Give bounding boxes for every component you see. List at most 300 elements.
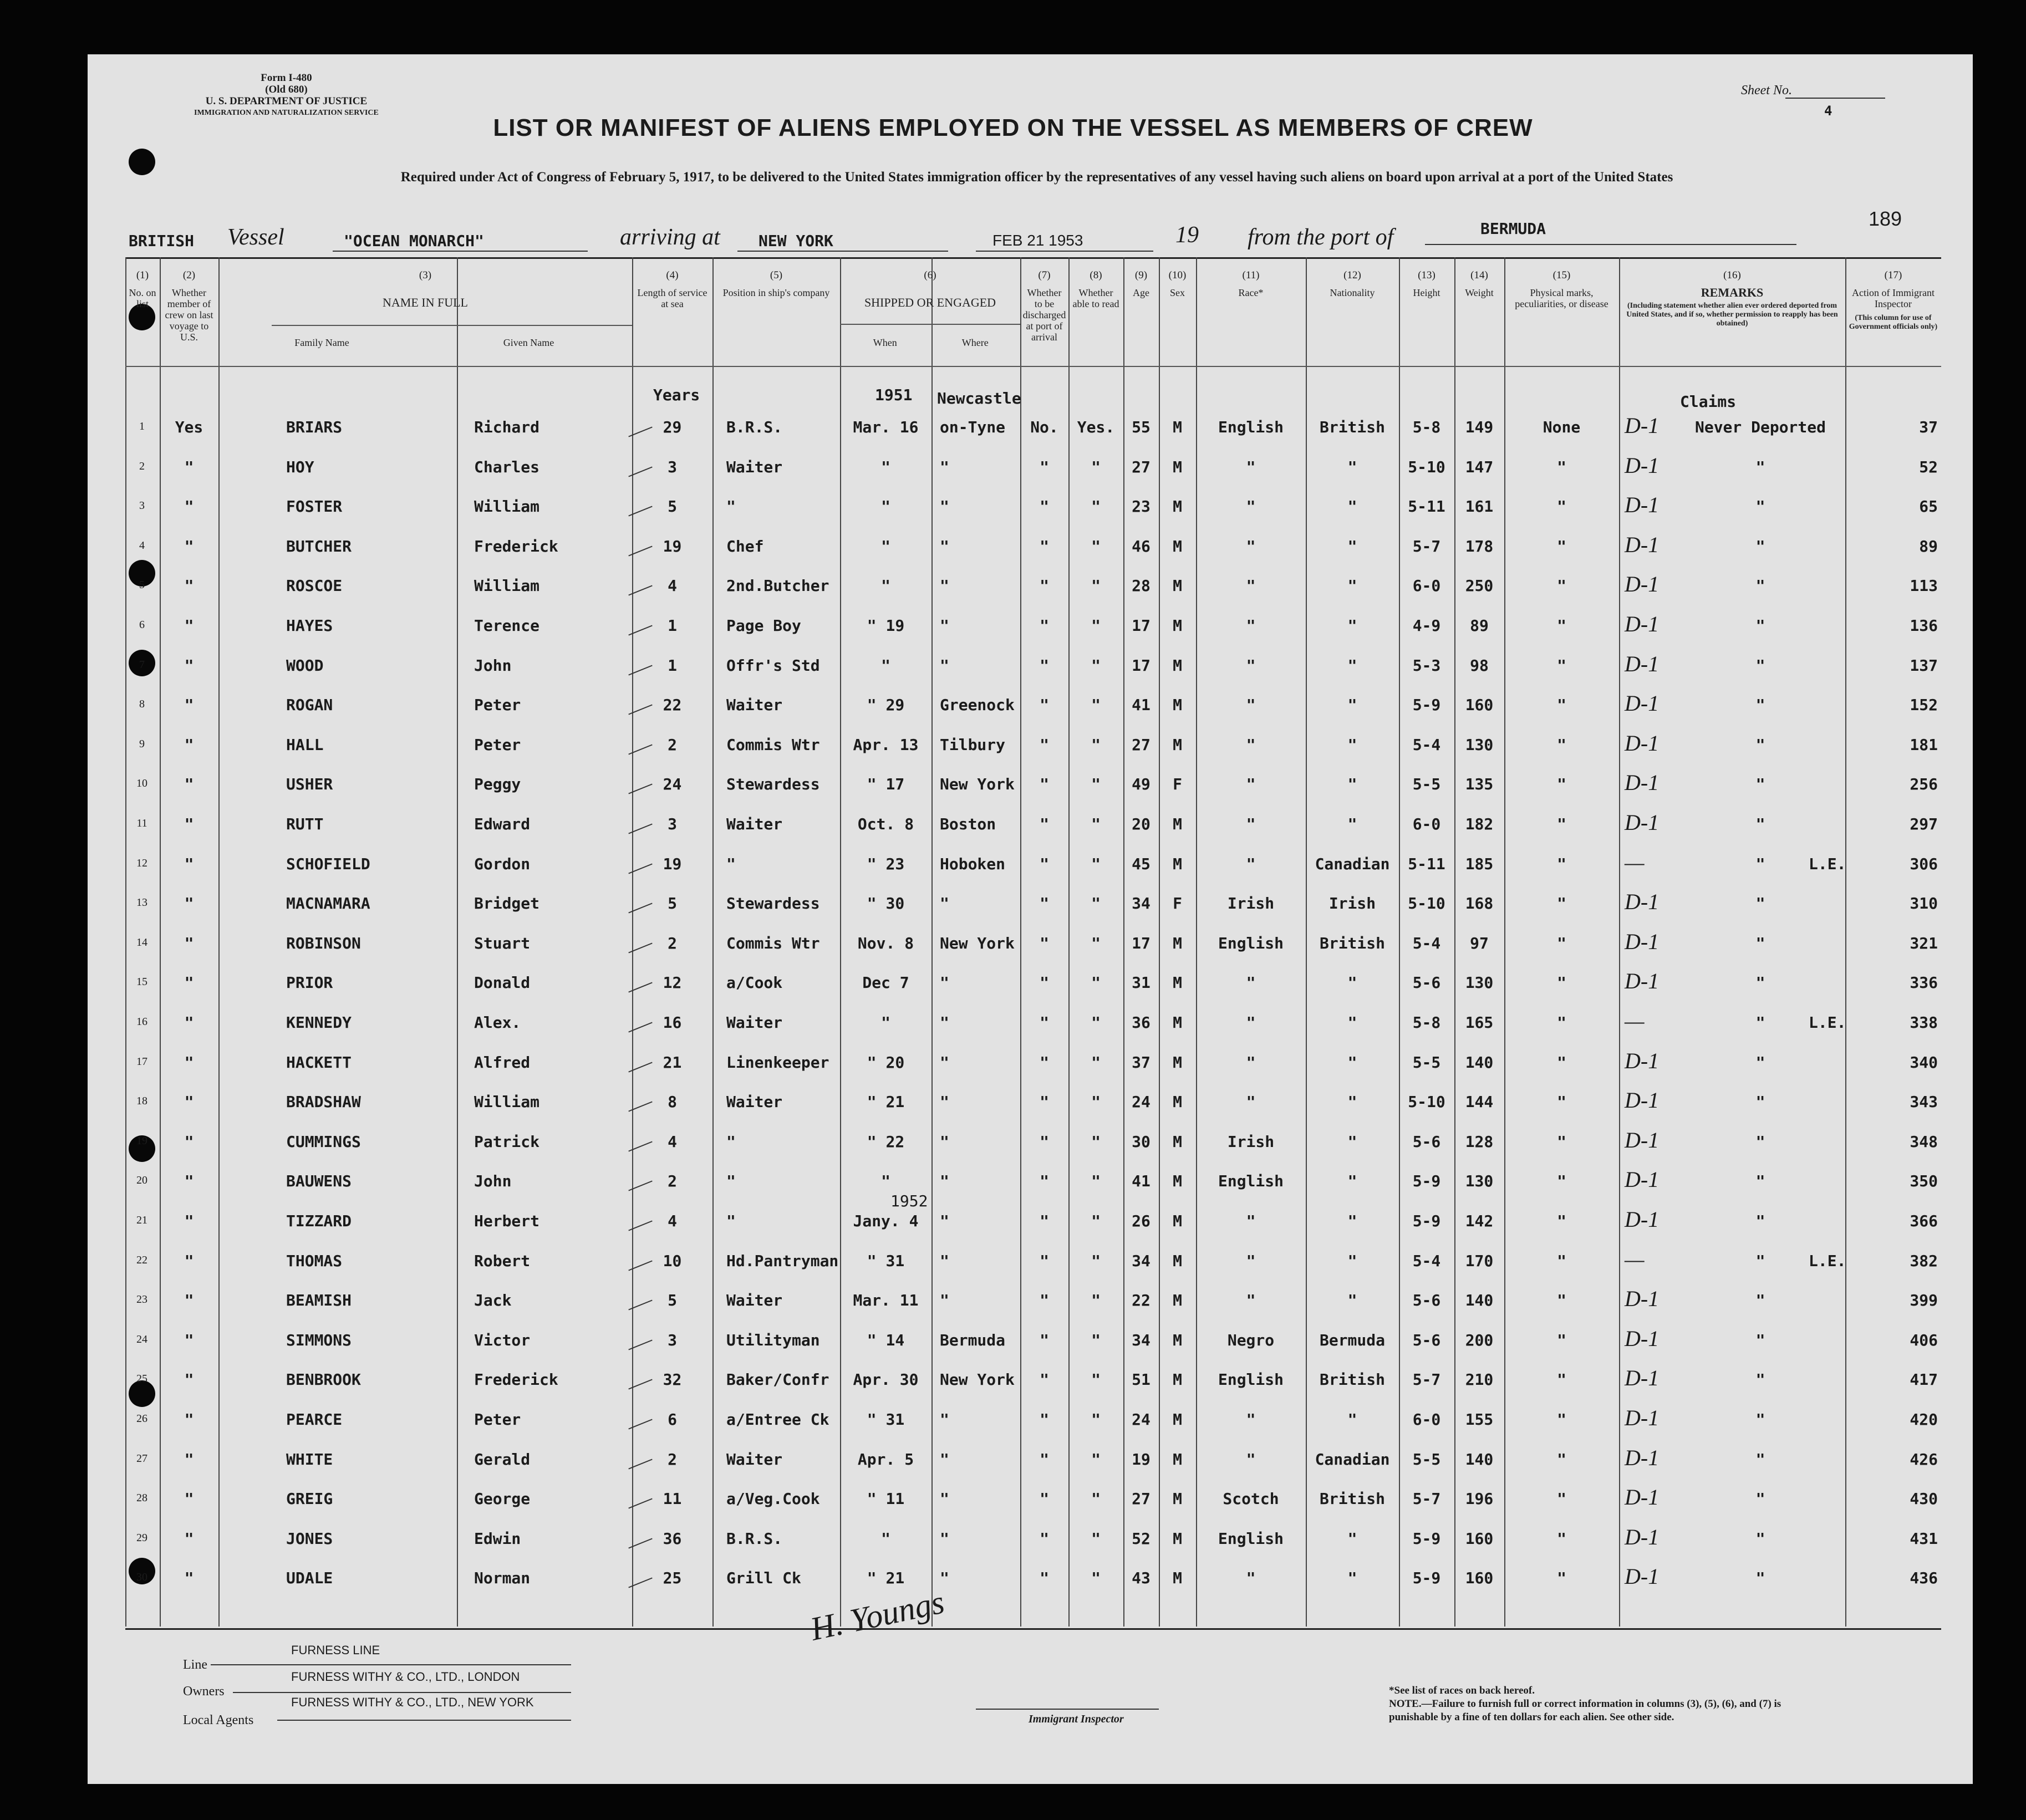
cell-nat: "	[1347, 577, 1357, 595]
cell-age: 49	[1132, 775, 1151, 794]
cell-read: "	[1091, 457, 1101, 476]
claims-note: Claims	[1680, 392, 1737, 411]
column-header: No. on list	[129, 287, 156, 309]
cell-race: "	[1246, 735, 1256, 754]
cell-given: Herbert	[474, 1212, 540, 1230]
row-number: 26	[136, 1413, 147, 1425]
cell-position: Waiter	[726, 1450, 783, 1469]
cell-when: Apr. 30	[853, 1370, 919, 1389]
column-header: SHIPPED OR ENGAGED	[864, 295, 996, 309]
cell-read: "	[1091, 1172, 1101, 1191]
cell-ref: 348	[1910, 1132, 1938, 1151]
cell-sex: M	[1173, 457, 1182, 476]
cell-given: John	[474, 656, 512, 675]
cell-nat: "	[1347, 537, 1357, 555]
column-number: (9)	[1134, 269, 1148, 281]
cell-service: 11	[663, 1490, 682, 1508]
cell-remarks: "	[1755, 577, 1765, 595]
cell-last: "	[184, 537, 194, 555]
cell-given: Patrick	[474, 1132, 540, 1151]
cell-weight: 168	[1465, 894, 1494, 913]
cell-last: "	[184, 1450, 194, 1469]
cell-marks: "	[1557, 1529, 1566, 1548]
cell-position: Waiter	[726, 696, 783, 715]
handwritten-mark: —	[1625, 849, 1645, 875]
cell-remarks: "	[1755, 815, 1765, 833]
handwritten-mark: D-1	[1625, 413, 1660, 438]
cell-family: BENBROOK	[286, 1370, 361, 1389]
row-number: 29	[136, 1531, 147, 1544]
handwritten-mark: D-1	[1625, 1048, 1660, 1073]
cell-when: Mar. 11	[853, 1291, 919, 1310]
cell-service: 22	[663, 696, 682, 715]
handwritten-mark: D-1	[1625, 730, 1660, 756]
cell-where: Greenock	[940, 696, 1015, 715]
column-header: NAME IN FULL	[383, 295, 468, 309]
cell-last: "	[184, 1053, 194, 1072]
cell-position: Waiter	[726, 1093, 783, 1112]
row-number: 2	[139, 460, 145, 472]
cell-age: 55	[1132, 418, 1151, 436]
cell-service: 4	[668, 577, 677, 595]
cell-where: "	[940, 537, 949, 555]
cell-service: 25	[663, 1569, 682, 1588]
cell-when: Apr. 13	[853, 735, 919, 754]
cell-marks: "	[1557, 1053, 1566, 1072]
cell-position: Baker/Confr	[726, 1370, 829, 1389]
cell-service: 19	[663, 854, 682, 873]
cell-given: Frederick	[474, 1370, 558, 1389]
cell-height: 5-11	[1408, 854, 1445, 873]
column-number: (4)	[666, 269, 679, 281]
cell-service: 5	[668, 1291, 677, 1310]
cell-height: 5-5	[1412, 775, 1441, 794]
cell-read: "	[1091, 1291, 1101, 1310]
cell-marks: "	[1557, 854, 1566, 873]
cell-position: "	[726, 497, 736, 516]
cell-when: " 31	[867, 1251, 905, 1270]
cell-disch: "	[1040, 577, 1049, 595]
sheet-number-value: 4	[1824, 103, 1832, 119]
cell-family: HAYES	[286, 616, 333, 635]
cell-when: " 19	[867, 616, 905, 635]
inspector-label: Immigrant Inspector	[1029, 1713, 1124, 1725]
cell-position: Grill Ck	[726, 1569, 801, 1588]
cell-nat: "	[1347, 616, 1357, 635]
cell-family: SIMMONS	[286, 1330, 352, 1349]
cell-sex: M	[1173, 1410, 1182, 1429]
cell-position: 2nd.Butcher	[726, 577, 829, 595]
cell-nat: "	[1347, 1569, 1357, 1588]
line-underline	[211, 1664, 571, 1665]
handwritten-mark: D-1	[1625, 1445, 1660, 1470]
form-old-number: (Old 680)	[265, 84, 308, 95]
cell-sex: M	[1173, 1529, 1182, 1548]
column-number: (13)	[1418, 269, 1435, 281]
cell-age: 27	[1132, 1490, 1151, 1508]
cell-sex: M	[1173, 1132, 1182, 1151]
cell-height: 5-4	[1412, 1251, 1441, 1270]
cell-height: 4-9	[1412, 616, 1441, 635]
cell-race: "	[1246, 775, 1256, 794]
cell-height: 5-9	[1412, 696, 1441, 715]
cell-race: "	[1246, 1212, 1256, 1230]
cell-age: 27	[1132, 735, 1151, 754]
row-number: 8	[139, 698, 145, 711]
column-divider	[457, 257, 458, 1627]
cell-race: English	[1218, 1529, 1284, 1548]
cell-weight: 140	[1465, 1450, 1494, 1469]
cell-age: 22	[1132, 1291, 1151, 1310]
row-number: 18	[136, 1095, 147, 1108]
cell-sex: F	[1173, 894, 1182, 913]
cell-where: "	[940, 616, 949, 635]
cell-given: Alfred	[474, 1053, 531, 1072]
cell-weight: 89	[1470, 616, 1489, 635]
owners-underline	[233, 1692, 571, 1693]
cell-when: "	[881, 1172, 890, 1191]
cell-marks: "	[1557, 1013, 1566, 1032]
cell-position: Waiter	[726, 1013, 783, 1032]
cell-action: L.E.	[1809, 1251, 1846, 1270]
cell-when: "	[881, 1529, 890, 1548]
cell-where: "	[940, 1529, 949, 1548]
row-number: 14	[136, 936, 147, 949]
handwritten-mark: —	[1625, 1246, 1645, 1272]
cell-remarks: "	[1755, 894, 1765, 913]
cell-when: " 11	[867, 1490, 905, 1508]
handwritten-mark: D-1	[1625, 1405, 1660, 1430]
cell-given: Gerald	[474, 1450, 531, 1469]
cell-position: "	[726, 1172, 736, 1191]
cell-given: George	[474, 1490, 531, 1508]
cell-position: Chef	[726, 537, 764, 555]
cell-weight: 160	[1465, 1529, 1494, 1548]
cell-ref: 136	[1910, 616, 1938, 635]
cell-sex: M	[1173, 1490, 1182, 1508]
cell-last: "	[184, 1291, 194, 1310]
row-number: 16	[136, 1016, 147, 1028]
cell-family: HACKETT	[286, 1053, 352, 1072]
cell-service: 29	[663, 418, 682, 436]
cell-service: 2	[668, 934, 677, 952]
cell-service: 8	[668, 1093, 677, 1112]
cell-race: Irish	[1227, 1132, 1275, 1151]
cell-height: 5-5	[1412, 1450, 1441, 1469]
cell-marks: "	[1557, 1251, 1566, 1270]
line-value: FURNESS LINE	[291, 1643, 380, 1657]
cell-race: "	[1246, 656, 1256, 675]
handwritten-mark: D-1	[1625, 691, 1660, 716]
cell-position: Waiter	[726, 1291, 783, 1310]
cell-age: 23	[1132, 497, 1151, 516]
cell-nat: "	[1347, 1172, 1357, 1191]
handwritten-mark: D-1	[1625, 1127, 1660, 1153]
cell-service: 12	[663, 973, 682, 992]
cell-race: Negro	[1227, 1330, 1275, 1349]
cell-weight: 210	[1465, 1370, 1494, 1389]
cell-position: "	[726, 1132, 736, 1151]
cell-nat: "	[1347, 1410, 1357, 1429]
cell-where: "	[940, 1013, 949, 1032]
cell-family: WOOD	[286, 656, 324, 675]
cell-sex: M	[1173, 973, 1182, 992]
cell-where: "	[940, 1569, 949, 1588]
document-title: LIST OR MANIFEST OF ALIENS EMPLOYED ON THE VESSEL AS MEMBERS OF CREW	[493, 114, 1533, 141]
cell-read: "	[1091, 1490, 1101, 1508]
cell-last: Yes	[175, 418, 203, 436]
cell-sex: M	[1173, 1291, 1182, 1310]
handwritten-mark: D-1	[1625, 770, 1660, 796]
cell-remarks: "	[1755, 537, 1765, 555]
cell-ref: 306	[1910, 854, 1938, 873]
handwritten-mark: D-1	[1625, 1485, 1660, 1510]
cell-position: B.R.S.	[726, 1529, 783, 1548]
cell-read: "	[1091, 1569, 1101, 1588]
cell-sex: M	[1173, 854, 1182, 873]
cell-service: 2	[668, 1172, 677, 1191]
column-number: (1)	[136, 269, 149, 281]
cell-weight: 165	[1465, 1013, 1494, 1032]
cell-when: Jany. 4	[853, 1212, 919, 1230]
cell-read: "	[1091, 934, 1101, 952]
cell-disch: "	[1040, 1410, 1049, 1429]
column-header: Position in ship's company	[722, 287, 830, 298]
cell-remarks: "	[1755, 1132, 1765, 1151]
cell-ref: 65	[1919, 497, 1938, 516]
cell-where: Hoboken	[940, 854, 1006, 873]
cell-height: 5-10	[1408, 457, 1445, 476]
cell-weight: 182	[1465, 815, 1494, 833]
cell-service: 2	[668, 1450, 677, 1469]
cell-race: "	[1246, 854, 1256, 873]
column-number: (3)	[419, 269, 432, 281]
cell-position: "	[726, 854, 736, 873]
arrival-date: FEB 21 1953	[992, 232, 1083, 249]
cell-weight: 160	[1465, 1569, 1494, 1588]
row-number: 22	[136, 1253, 147, 1266]
cell-nat: "	[1347, 815, 1357, 833]
cell-read: "	[1091, 616, 1101, 635]
cell-nat: "	[1347, 1251, 1357, 1270]
cell-ref: 426	[1910, 1450, 1938, 1469]
cell-nat: Canadian	[1315, 1450, 1390, 1469]
column-number: (16)	[1723, 269, 1741, 281]
cell-marks: "	[1557, 537, 1566, 555]
cell-disch: "	[1040, 1569, 1049, 1588]
cell-where: "	[940, 1410, 949, 1429]
date-underline	[976, 251, 1153, 252]
cell-last: "	[184, 1132, 194, 1151]
cell-family: THOMAS	[286, 1251, 343, 1270]
penalty-note: NOTE.—Failure to furnish full or correct information in columns (3), (5), (6), and (7) is punishable by a fine of ten dollars for each alien. See other side.	[1389, 1698, 1781, 1723]
cell-age: 45	[1132, 854, 1151, 873]
cell-given: Victor	[474, 1330, 531, 1349]
cell-nat: British	[1319, 418, 1385, 436]
column-number: (6)	[924, 269, 936, 281]
cell-where: "	[940, 1450, 949, 1469]
cell-when: " 23	[867, 854, 905, 873]
cell-race: "	[1246, 1251, 1256, 1270]
cell-disch: "	[1040, 735, 1049, 754]
cell-last: "	[184, 894, 194, 913]
handwritten-mark: D-1	[1625, 492, 1660, 518]
cell-ref: 436	[1910, 1569, 1938, 1588]
cell-sex: M	[1173, 1212, 1182, 1230]
cell-nat: "	[1347, 497, 1357, 516]
cell-given: Peter	[474, 1410, 521, 1429]
cell-position: Stewardess	[726, 775, 820, 794]
cell-service: 1	[668, 656, 677, 675]
column-subheader: Given Name	[503, 337, 554, 348]
cell-nat: British	[1319, 934, 1385, 952]
cell-age: 41	[1132, 1172, 1151, 1191]
cell-when: " 31	[867, 1410, 905, 1429]
cell-marks: "	[1557, 696, 1566, 715]
cell-ref: 336	[1910, 973, 1938, 992]
cell-when: Nov. 8	[857, 934, 914, 952]
row-number: 12	[136, 857, 147, 869]
owners-value: FURNESS WITHY & CO., LTD., LONDON	[291, 1670, 520, 1684]
cell-race: "	[1246, 497, 1256, 516]
cell-ref: 431	[1910, 1529, 1938, 1548]
column-header: Height	[1413, 287, 1440, 298]
cell-read: "	[1091, 1410, 1101, 1429]
vessel-label: Vessel	[227, 225, 284, 250]
cell-remarks: "	[1755, 1529, 1765, 1548]
cell-position: a/Veg.Cook	[726, 1490, 820, 1508]
cell-action: L.E.	[1809, 1013, 1846, 1032]
cell-where: Boston	[940, 815, 996, 833]
cell-read: "	[1091, 497, 1101, 516]
cell-height: 5-7	[1412, 1370, 1441, 1389]
cell-weight: 160	[1465, 696, 1494, 715]
cell-last: "	[184, 656, 194, 675]
cell-disch: "	[1040, 1013, 1049, 1032]
cell-marks: "	[1557, 1330, 1566, 1349]
cell-family: PEARCE	[286, 1410, 343, 1429]
cell-marks: "	[1557, 1291, 1566, 1310]
cell-read: "	[1091, 537, 1101, 555]
column-number: (10)	[1168, 269, 1187, 281]
cell-family: BRADSHAW	[286, 1093, 361, 1112]
cell-height: 5-10	[1408, 894, 1445, 913]
cell-position: Hd.Pantryman	[726, 1251, 839, 1270]
cell-disch: "	[1040, 1053, 1049, 1072]
cell-ref: 321	[1910, 934, 1938, 952]
cell-ref: 420	[1910, 1410, 1938, 1429]
cell-family: BEAMISH	[286, 1291, 352, 1310]
cell-when: " 22	[867, 1132, 905, 1151]
cell-weight: 155	[1465, 1410, 1494, 1429]
handwritten-mark: D-1	[1625, 1524, 1660, 1549]
cell-where: "	[940, 497, 949, 516]
cell-where: "	[940, 894, 949, 913]
cell-given: William	[474, 497, 540, 516]
cell-remarks: "	[1755, 497, 1765, 516]
cell-sex: M	[1173, 1013, 1182, 1032]
column-number: (12)	[1343, 269, 1361, 281]
year-1952-note: 1952	[890, 1192, 928, 1210]
cell-nat: "	[1347, 457, 1357, 476]
cell-weight: 144	[1465, 1093, 1494, 1112]
cell-race: "	[1246, 1013, 1256, 1032]
cell-disch: "	[1040, 815, 1049, 833]
cell-given: Edwin	[474, 1529, 521, 1548]
cell-service: 6	[668, 1410, 677, 1429]
cell-marks: "	[1557, 735, 1566, 754]
cell-remarks: "	[1755, 1450, 1765, 1469]
cell-remarks: "	[1755, 1013, 1765, 1032]
arrival-port: NEW YORK	[759, 232, 833, 250]
cell-disch: "	[1040, 1330, 1049, 1349]
cell-given: Charles	[474, 457, 540, 476]
cell-marks: "	[1557, 457, 1566, 476]
cell-last: "	[184, 934, 194, 952]
cell-read: "	[1091, 894, 1101, 913]
agents-underline	[277, 1720, 571, 1721]
cell-service: 4	[668, 1132, 677, 1151]
cell-family: JONES	[286, 1529, 333, 1548]
cell-remarks: "	[1755, 1053, 1765, 1072]
row-number: 3	[139, 499, 145, 512]
cell-ref: 340	[1910, 1053, 1938, 1072]
cell-ref: 430	[1910, 1490, 1938, 1508]
cell-ref: 350	[1910, 1172, 1938, 1191]
column-header: Whether to be discharged at port of arrival	[1022, 287, 1066, 343]
cell-height: 6-0	[1412, 815, 1441, 833]
cell-last: "	[184, 973, 194, 992]
cell-age: 28	[1132, 577, 1151, 595]
cell-family: ROBINSON	[286, 934, 361, 952]
cell-age: 17	[1132, 656, 1151, 675]
column-header: Whether member of crew on last voyage to U.S.	[165, 287, 213, 343]
cell-race: "	[1246, 1569, 1256, 1588]
cell-when: "	[881, 577, 890, 595]
cell-marks: "	[1557, 577, 1566, 595]
column-number: (5)	[770, 269, 783, 281]
cell-when: " 21	[867, 1093, 905, 1112]
cell-last: "	[184, 1212, 194, 1230]
cell-sex: M	[1173, 656, 1182, 675]
cell-last: "	[184, 457, 194, 476]
cell-marks: "	[1557, 1450, 1566, 1469]
cell-read: "	[1091, 1093, 1101, 1112]
row-number: 30	[136, 1571, 147, 1584]
cell-marks: "	[1557, 497, 1566, 516]
cell-remarks: "	[1755, 1330, 1765, 1349]
cell-ref: 256	[1910, 775, 1938, 794]
cell-weight: 196	[1465, 1490, 1494, 1508]
cell-read: "	[1091, 1251, 1101, 1270]
cell-family: ROGAN	[286, 696, 333, 715]
cell-where: "	[940, 1291, 949, 1310]
cell-ref: 338	[1910, 1013, 1938, 1032]
cell-family: KENNEDY	[286, 1013, 352, 1032]
cell-height: 5-11	[1408, 497, 1445, 516]
cell-marks: "	[1557, 616, 1566, 635]
cell-given: Stuart	[474, 934, 531, 952]
cell-sex: M	[1173, 1172, 1182, 1191]
cell-remarks: "	[1755, 1569, 1765, 1588]
cell-last: "	[184, 1569, 194, 1588]
cell-race: "	[1246, 815, 1256, 833]
cell-age: 30	[1132, 1132, 1151, 1151]
cell-ref: 113	[1910, 577, 1938, 595]
inspector-underline	[976, 1709, 1159, 1710]
handwritten-mark: D-1	[1625, 452, 1660, 478]
row-number: 10	[136, 777, 147, 790]
